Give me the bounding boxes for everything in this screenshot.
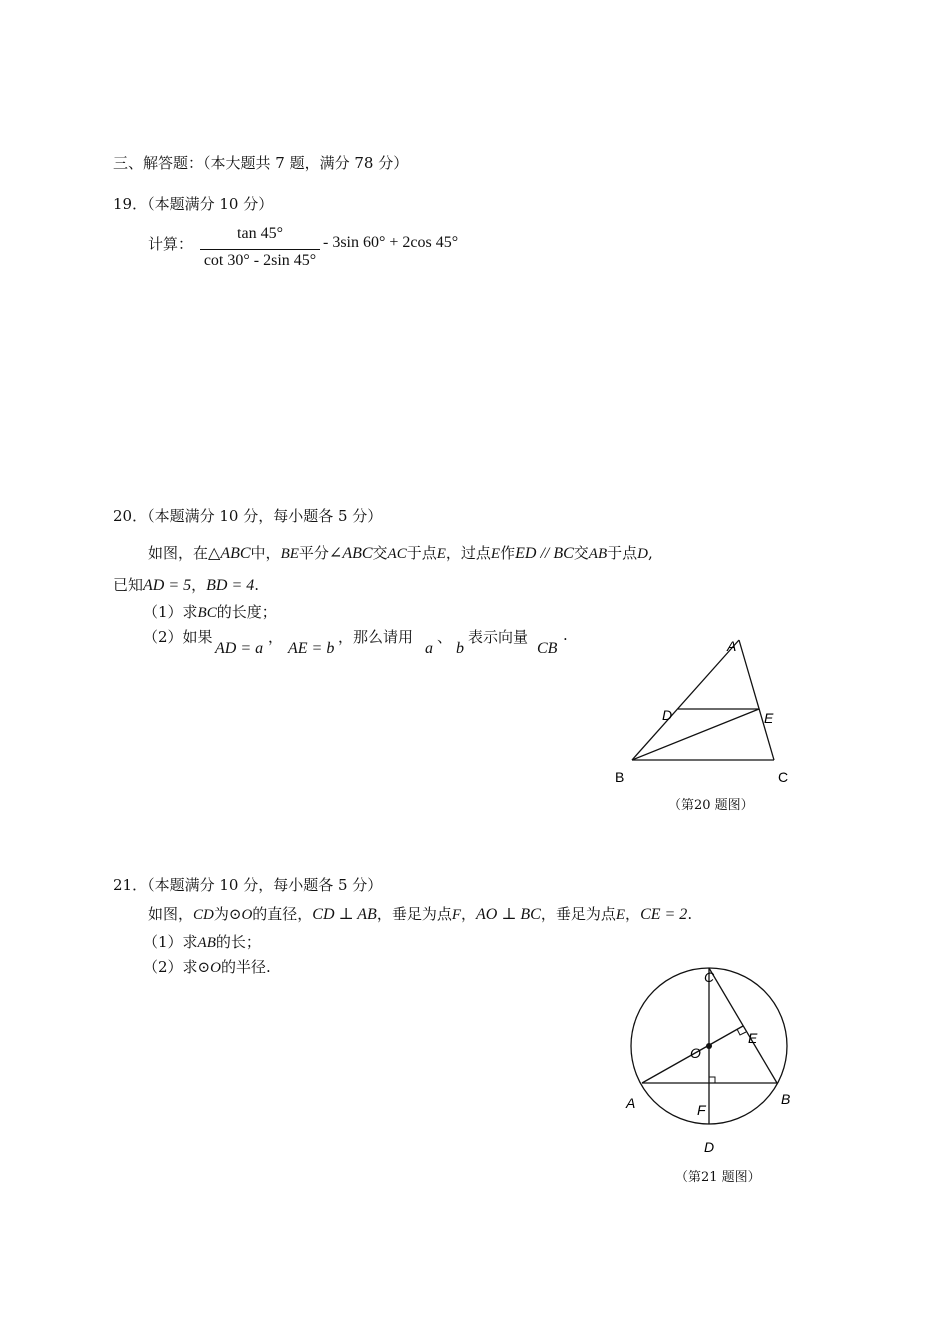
ce-equals-2: CE = 2	[640, 906, 688, 923]
text: 交	[573, 544, 589, 562]
text: 的半径.	[220, 958, 271, 976]
point-e: E	[436, 546, 446, 562]
segment-ac: AC	[387, 546, 407, 562]
cd-perp-ab: CD ⊥ AB	[312, 906, 377, 923]
text: ,	[647, 544, 653, 562]
text: .	[563, 626, 568, 644]
text: .	[687, 905, 693, 923]
fraction-bar	[200, 249, 320, 250]
label-c: C	[778, 769, 789, 785]
label-a: A	[626, 1095, 636, 1111]
text: ，	[268, 628, 284, 646]
text: 平分	[298, 544, 329, 562]
label-a: A	[727, 638, 737, 654]
center-o-dot	[706, 1043, 712, 1049]
q19-prefix: 计算：	[148, 235, 194, 253]
segment-ab: AB	[197, 935, 216, 951]
segment-cd: CD	[193, 907, 214, 923]
vector-cb: CB	[537, 640, 558, 657]
q20-line2	[113, 574, 259, 595]
q21-sub2	[143, 956, 271, 977]
text: ，	[625, 905, 641, 923]
figure-20-caption: （第20 题图）	[668, 798, 754, 813]
q20-sub2-text	[143, 626, 213, 647]
point-f: F	[451, 907, 462, 923]
text: 的直径，	[252, 905, 313, 923]
text: 交	[372, 544, 388, 562]
q19-header: 19．（本题满分 10 分）	[113, 195, 274, 213]
q21-sub1	[143, 931, 261, 952]
text: ，垂足为点	[540, 905, 616, 923]
point-e: E	[615, 907, 626, 923]
segment-ab: AB	[588, 546, 608, 562]
q19-fraction	[200, 225, 320, 275]
text: 的长度；	[216, 603, 277, 621]
segment-be: BE	[280, 546, 299, 562]
point-e: E	[490, 546, 501, 562]
text: ，垂足为点	[376, 905, 452, 923]
text: ，	[191, 576, 207, 594]
angle-abc: ∠ABC	[328, 545, 373, 562]
figure-21-circle	[600, 955, 820, 1165]
point-o: O	[210, 960, 221, 976]
label-b: B	[781, 1091, 791, 1107]
vector-ae-b: AE = b	[288, 640, 335, 657]
text: （2）求⊙	[143, 958, 211, 976]
line-cb	[709, 968, 777, 1083]
triangle-abc: △ABC	[208, 545, 251, 562]
q21-header: 21．（本题满分 10 分，每小题各 5 分）	[113, 876, 383, 894]
segment-bc: BC	[197, 605, 217, 621]
q21-line1	[148, 903, 692, 924]
label-d: D	[662, 707, 673, 723]
figure-20-triangle	[600, 630, 820, 820]
text: 如图，在	[148, 544, 209, 562]
label-c: C	[704, 969, 715, 985]
line-ac	[739, 640, 774, 760]
text: 中，	[250, 544, 281, 562]
section-heading: 三、解答题：（本大题共 7 题，满分 78 分）	[113, 154, 409, 172]
text: 于点	[406, 544, 437, 562]
text: ，那么请用	[338, 628, 414, 646]
label-e: E	[764, 710, 774, 726]
right-angle-f	[709, 1077, 715, 1083]
q20-sub1	[143, 601, 277, 622]
text: ，	[461, 905, 477, 923]
text: 于点	[607, 544, 638, 562]
label-e: E	[748, 1030, 758, 1046]
text: 的长；	[215, 933, 261, 951]
q20-header: 20．（本题满分 10 分，每小题各 5 分）	[113, 507, 383, 525]
vector-ad-a: AD = a	[215, 640, 264, 657]
q19-rest: - 3sin 60° + 2cos 45°	[323, 234, 459, 251]
vector-a: a	[425, 640, 433, 657]
q19-numerator: tan 45°	[237, 225, 283, 242]
text: 作	[500, 544, 516, 562]
text: 、	[437, 628, 453, 646]
right-angle-e	[737, 1029, 746, 1035]
text: （1）求	[143, 603, 198, 621]
text: ，过点	[445, 544, 491, 562]
label-d: D	[704, 1139, 715, 1155]
text: 表示向量	[468, 628, 529, 646]
label-b: B	[615, 769, 625, 785]
text: 已知	[113, 576, 144, 594]
text: （1）求	[143, 933, 198, 951]
point-o: O	[241, 907, 253, 923]
text: .	[254, 576, 260, 594]
text: 如图，	[148, 905, 194, 923]
ao-perp-bc: AO ⊥ BC	[476, 906, 541, 923]
line-be	[632, 709, 759, 760]
ed-parallel-bc: ED // BC	[515, 545, 574, 562]
text: （2）如果	[143, 628, 213, 646]
ad-equals-5: AD = 5	[143, 577, 192, 594]
label-o: O	[690, 1045, 701, 1061]
label-f: F	[697, 1102, 706, 1118]
point-d: D	[637, 546, 648, 562]
bd-equals-4: BD = 4	[206, 577, 255, 594]
q20-line1	[148, 542, 653, 563]
vector-b: b	[456, 640, 464, 657]
figure-21-caption: （第21 题图）	[675, 1170, 761, 1185]
q19-denominator: cot 30° - 2sin 45°	[203, 252, 317, 269]
line-ba	[632, 640, 739, 760]
text: 为⊙	[213, 905, 242, 923]
